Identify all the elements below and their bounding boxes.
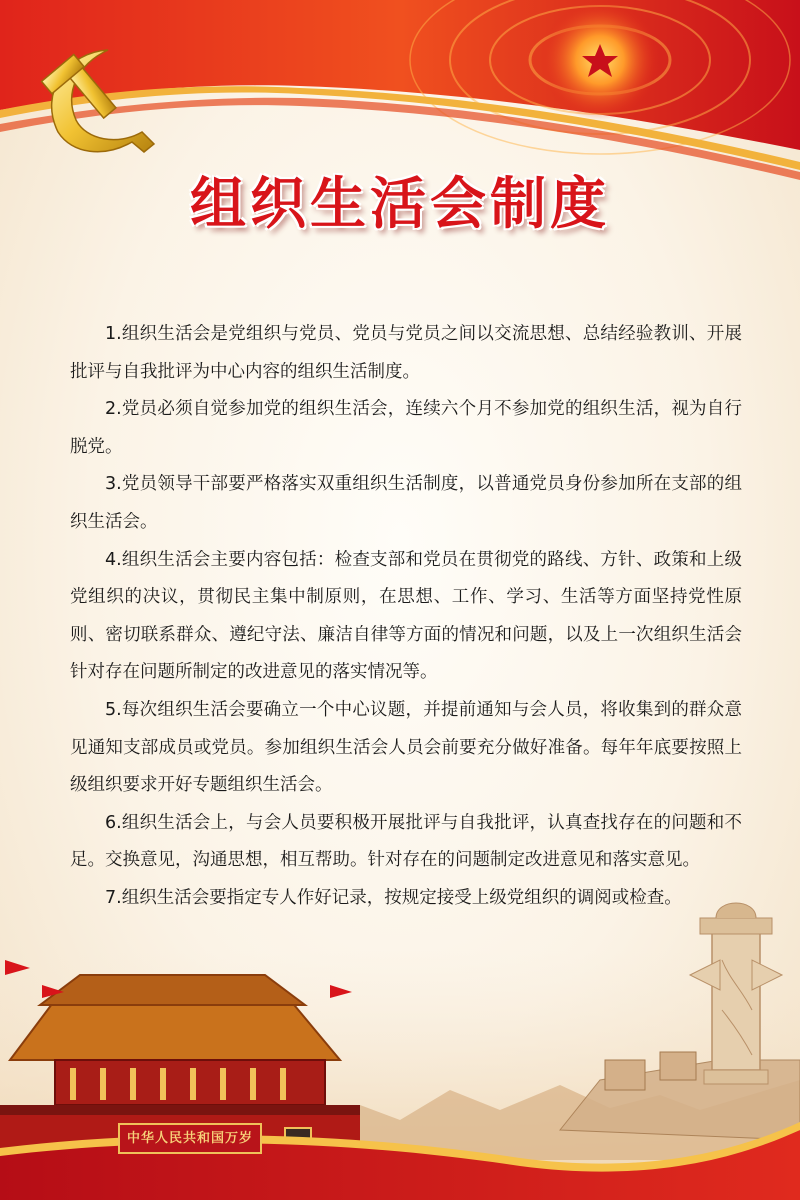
regulation-item: 6.组织生活会上，与会人员要积极开展批评与自我批评，认真查找存在的问题和不足。交换意见，沟通思想，相互帮助。针对存在的问题制定改进意见和落实意见。 bbox=[70, 812, 742, 871]
gate-sign: 中华人民共和国万岁 bbox=[118, 1123, 262, 1154]
regulation-item: 2.党员必须自觉参加党的组织生活会，连续六个月不参加党的组织生活，视为自行脱党。 bbox=[70, 399, 742, 457]
regulation-item: 4.组织生活会主要内容包括：检查支部和党员在贯彻党的路线、方针、政策和上级党组织的决议，贯彻民主集中制原则，在思想、工作、学习、生活等方面坚持党性原则、密切联系群众、遵纪守法、廉洁自律等方面的情况和问题，以及上一次组织生活会针对存在问题所制定的改进意见的落实情况等。 bbox=[70, 549, 742, 683]
regulation-item: 3.党员领导干部要严格落实双重组织生活制度，以普通党员身份参加所在支部的组织生活会。 bbox=[70, 474, 742, 532]
regulation-item: 7.组织生活会要指定专人作好记录，按规定接受上级党组织的调阅或检查。 bbox=[105, 887, 682, 908]
regulation-item: 5.每次组织生活会要确立一个中心议题，并提前通知与会人员，将收集到的群众意见通知支部成员或党员。参加组织生活会人员会前要充分做好准备。每年年底要按照上级组织要求开好专题组织生活会。 bbox=[70, 699, 742, 796]
regulation-body bbox=[70, 316, 742, 918]
page-title: 组织生活会制度 bbox=[190, 172, 610, 237]
regulation-item: 1.组织生活会是党组织与党员、党员与党员之间以交流思想、总结经验教训、开展批评与自我批评为中心内容的组织生活制度。 bbox=[70, 324, 742, 382]
